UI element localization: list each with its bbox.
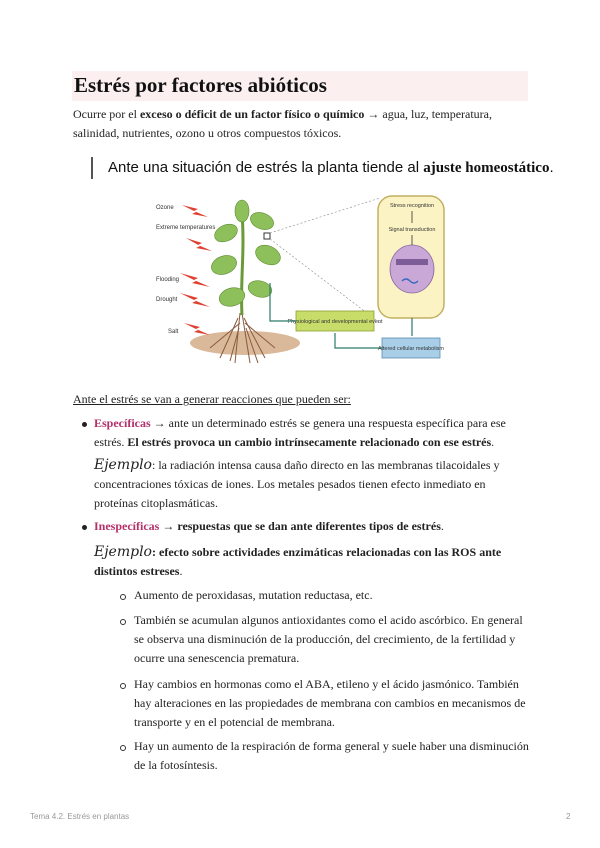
stressor-salt: Salt [168, 329, 179, 335]
bullet-specific [82, 422, 87, 427]
intro-paragraph: Ocurre por el exceso o déficit de un factor físico o químico → agua, luz, temperatura, salinidad, nutrientes, ozono u otros compuestos tóxicos. [73, 107, 493, 140]
dna-band [396, 259, 428, 265]
label-signal-transduction: Signal transduction [388, 227, 436, 233]
homeostasis-quote: Ante una situación de estrés la planta tiende al ajuste homeostático. [108, 159, 554, 176]
page-title: Estrés por factores abióticos [74, 73, 327, 97]
nucleus [390, 245, 434, 293]
stressor-temperature: Extreme temperatures [156, 225, 216, 231]
page-number: 2 [566, 812, 571, 821]
stressor-flooding: Flooding [156, 277, 180, 283]
label-stress-recognition: Stress recognition [389, 203, 435, 209]
specific-item: Específicas → ante un determinado estrés se genera una respuesta específica para ese estrés. El estrés provoca un cambio intrínsecamente relacionado con ese estrés. [94, 416, 506, 449]
subitem-bullet [120, 594, 126, 600]
stressor-drought: Drought [156, 297, 178, 303]
specific-example: Ejemplo: la radiación intensa causa daño directo en las membranas tilacoidales y concentraciones tóxicas de iones. Los metales pesados tienen efecto inmediato en proteínas citoplasmáticas. [94, 457, 500, 510]
subitem-bullet [120, 619, 126, 625]
nonspecific-example: Ejemplo: efecto sobre actividades enzimáticas relacionadas con las ROS ante distintos estreses. [94, 544, 502, 578]
subitem-hormones: Hay cambios en hormonas como el ABA, etileno y el ácido jasmónico. También hay alteraciones en las propiedades de membrana con cambios en mecanismos de transporte y en el potencial de membrana. [134, 677, 526, 729]
footer-title: Tema 4.2. Estrés en plantas [30, 812, 130, 821]
subitem-bullet [120, 683, 126, 689]
zoom-square [264, 233, 270, 239]
subitem-antioxidants: También se acumulan algunos antioxidantes como el acido ascórbico. En general se observa una disminución de la producción, del crecimiento, de la fertilidad y ocurre una senescencia prematura. [134, 613, 523, 665]
event-box-label: Physiological and developmental event [287, 319, 383, 325]
bullet-nonspecific [82, 525, 87, 530]
reactions-heading: Ante el estrés se van a generar reacciones que pueden ser: [73, 392, 351, 406]
subitem-bullet [120, 745, 126, 751]
metabolism-box-label: Altered cellular metabolism [377, 346, 445, 352]
subitem-respiration: Hay un aumento de la respiración de forma general y suele haber una disminución de la fotosíntesis. [134, 739, 529, 772]
stressor-ozone: Ozone [156, 205, 174, 211]
plant-stress-figure [150, 193, 450, 365]
nonspecific-item: Inespecíficas → respuestas que se dan ante diferentes tipos de estrés. [94, 519, 444, 533]
leaves [209, 200, 284, 309]
quote-bar [91, 157, 93, 179]
subitem-peroxidases: Aumento de peroxidasas, mutation reductasa, etc. [134, 588, 373, 602]
